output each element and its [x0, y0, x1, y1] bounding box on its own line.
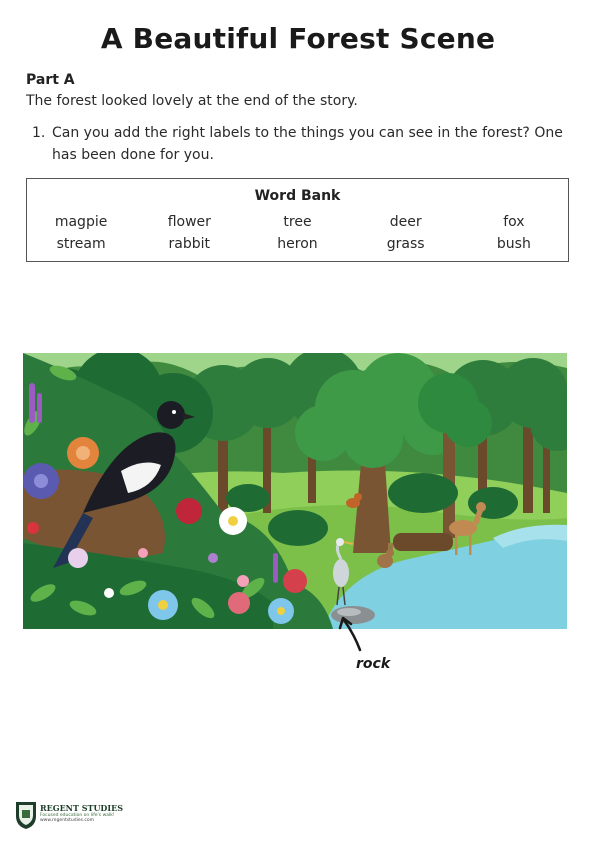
word-bank-word: deer: [389, 214, 422, 230]
word-bank-word: bush: [496, 236, 531, 252]
question-number: 1.: [32, 125, 46, 141]
part-label: Part A: [26, 72, 75, 88]
rock-pointer-arrow: [330, 612, 370, 658]
question-1: [32, 122, 572, 166]
word-bank-title: Word Bank: [254, 188, 341, 204]
shield-icon: [14, 800, 38, 830]
brand-name: REGENT STUDIES: [40, 803, 123, 813]
word-bank-grid: [27, 214, 568, 252]
word-bank-word: stream: [56, 236, 106, 252]
word-bank-word: magpie: [54, 214, 108, 230]
intro-text: The forest looked lovely at the end of the story.: [26, 93, 358, 109]
word-bank-word: rabbit: [168, 236, 211, 252]
brand-url: www.regentstudies.com: [40, 818, 95, 823]
word-bank-word: tree: [283, 214, 312, 230]
brand-tagline: Focused education on life's walk!: [40, 813, 115, 818]
word-bank-word: grass: [386, 236, 425, 252]
word-bank-word: heron: [277, 236, 318, 252]
word-bank-word: flower: [167, 214, 211, 230]
regent-studies-logo: [14, 800, 124, 832]
example-label-rock: rock: [356, 656, 391, 672]
page-title: A Beautiful Forest Scene: [100, 22, 496, 55]
question-text: Can you add the right labels to the things you can see in the forest? One has been done for you.: [52, 125, 563, 163]
word-bank: [26, 178, 569, 262]
forest-scene-illustration: [23, 353, 567, 629]
word-bank-word: fox: [503, 214, 525, 230]
